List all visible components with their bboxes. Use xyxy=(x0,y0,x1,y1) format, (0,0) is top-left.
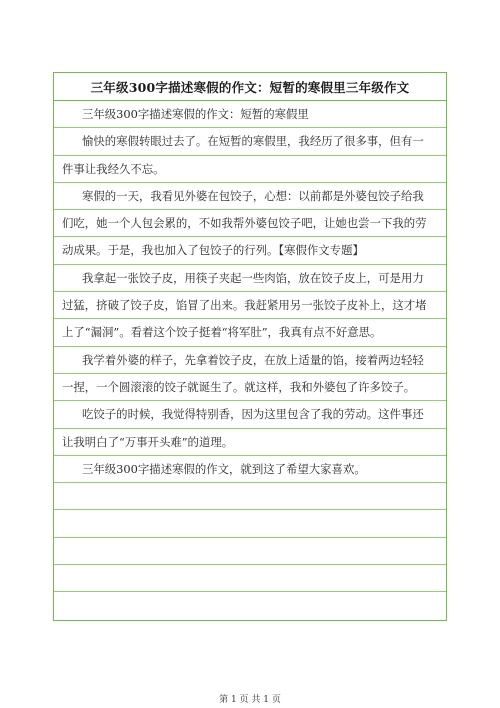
text-line: 们吃，她一个人包会累的，不如我帮外婆包饺子吧，让她也尝一下我的劳 xyxy=(54,210,446,237)
text-line: 吃饺子的时候，我觉得特别香，因为这里包含了我的劳动。这件事还 xyxy=(54,401,446,428)
text-line xyxy=(54,483,446,510)
text-line xyxy=(54,592,446,619)
text-line: 我学着外婆的样子，先拿着饺子皮，在放上适量的馅，接着两边轻轻 xyxy=(54,347,446,374)
text-line: 动成果。于是，我也加入了包饺子的行列。【寒假作文专题】 xyxy=(54,237,446,264)
text-line: 上了“漏洞”。看着这个饺子挺着“将军肚”，我真有点不好意思。 xyxy=(54,319,446,346)
text-line xyxy=(54,565,446,592)
text-line: 寒假的一天，我看见外婆在包饺子，心想：以前都是外婆包饺子给我 xyxy=(54,183,446,210)
text-line: 三年级300字描述寒假的作文，就到这了希望大家喜欢。 xyxy=(54,456,446,483)
ruled-lines xyxy=(54,101,446,620)
text-line xyxy=(54,510,446,537)
text-line xyxy=(54,538,446,565)
text-line: 我拿起一张饺子皮，用筷子夹起一些肉馅，放在饺子皮上，可是用力 xyxy=(54,265,446,292)
document-title: 三年级300字描述寒假的作文：短暂的寒假里三年级作文 xyxy=(54,73,446,101)
essay-sheet xyxy=(53,72,447,621)
text-line: 让我明白了“万事开头难”的道理。 xyxy=(54,429,446,456)
text-line: 一捏，一个圆滚滚的饺子就诞生了。就这样，我和外婆包了许多饺子。 xyxy=(54,374,446,401)
text-line: 愉快的寒假转眼过去了。在短暂的寒假里，我经历了很多事，但有一 xyxy=(54,128,446,155)
text-line: 过猛，挤破了饺子皮，馅冒了出来。我赶紧用另一张饺子皮补上，这才堵 xyxy=(54,292,446,319)
text-line: 三年级300字描述寒假的作文：短暂的寒假里 xyxy=(54,101,446,128)
text-line: 件事让我经久不忘。 xyxy=(54,156,446,183)
page-number: 第 1 页 共 1 页 xyxy=(219,695,281,705)
